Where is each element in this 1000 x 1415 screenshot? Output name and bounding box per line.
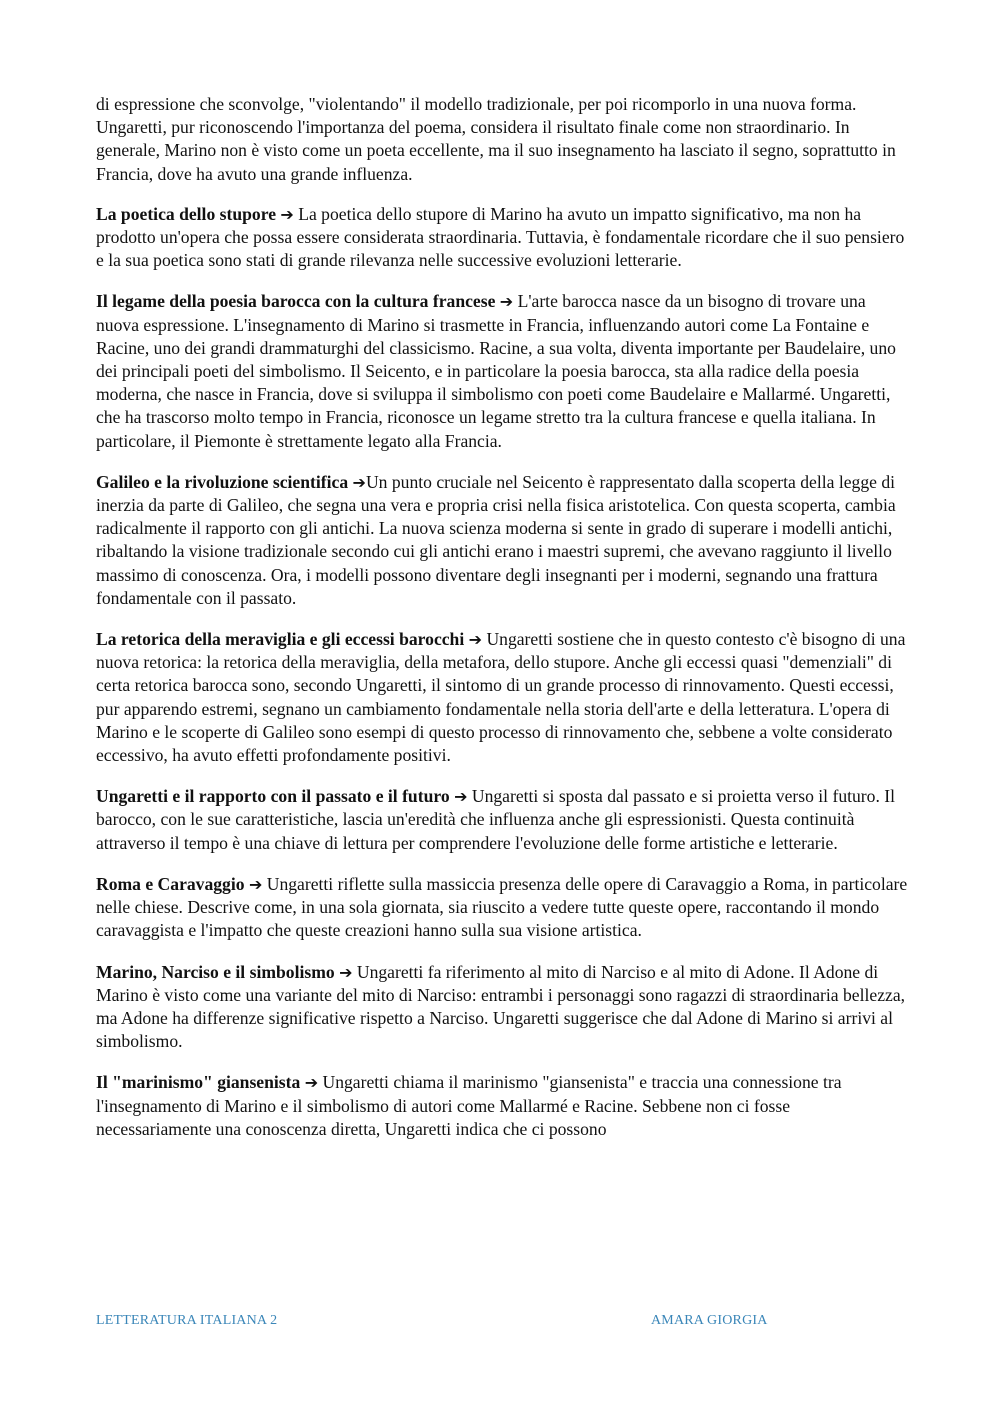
section-text: Ungaretti chiama il marinismo "giansenista" e traccia una connessione tra l'insegnamento di Marino e il simbolismo di autori come Mallarmé e Racine. Sebbene non ci fosse necessariamente una conoscenza diretta, Ungaretti indica che ci possono: [96, 1072, 842, 1139]
section-heading: Galileo e la rivoluzione scientifica: [96, 471, 349, 492]
arrow-icon: ➔: [352, 472, 366, 492]
section-text: Ungaretti si sposta dal passato e si proietta verso il futuro. Il barocco, con le sue caratteristiche, lascia un'eredità che influenza anche gli espressionisti. Questa continuità attraverso il tempo è una chiave di lettura per comprendere l'evoluzione delle forme artistiche e letterarie.: [96, 786, 896, 853]
section-heading: Ungaretti e il rapporto con il passato e il futuro: [96, 786, 450, 807]
footer-course-title: LETTERATURA ITALIANA 2: [96, 1313, 278, 1328]
section-heading: La retorica della meraviglia e gli eccessi barocchi: [96, 629, 465, 650]
section-heading: Roma e Caravaggio: [96, 873, 245, 894]
arrow-icon: ➔: [468, 630, 483, 650]
arrow-icon: ➔: [248, 874, 263, 894]
section-paragraph: [96, 785, 908, 855]
section-text: Ungaretti sostiene che in questo contesto c'è bisogno di una nuova retorica: la retorica della meraviglia, della metafora, dello stupore. Anche gli eccessi quasi "demenziali" di certa retorica barocca sono, secondo Ungaretti, il sintomo di un grande processo di rinnovamento. Questi eccessi, pur apparendo estremi, segnano un cambiamento fondamentale nella storia dell'arte e della letteratura. L'opera di Marino e le scoperte di Galileo sono esempi di questo processo di rinnovamento che, sebbene a volte considerato eccessivo, ha avuto effetti profondamente positivi.: [96, 629, 906, 766]
footer-author-name: AMARA GIORGIA: [651, 1313, 768, 1328]
arrow-icon: ➔: [454, 787, 468, 807]
section-paragraph: [96, 290, 908, 452]
section-paragraph: [96, 628, 908, 767]
section-paragraph: [96, 203, 908, 273]
section-text: L'arte barocca nasce da un bisogno di trovare una nuova espressione. L'insegnamento di Marino si trasmette in Francia, influenzando autori come La Fontaine e Racine, uno dei grandi drammaturghi del classicismo. Racine, a sua volta, diventa importante per Baudelaire, uno dei principali poeti del simbolismo. Il Seicento, e in particolare la poesia barocca, sta alla radice della poesia moderna, che nasce in Francia, dove si sviluppa il simbolismo con poeti come Baudelaire e Mallarmé. Ungaretti, che ha trascorso molto tempo in Francia, riconosce un legame stretto tra la cultura francese e quella italiana. In particolare, il Piemonte è strettamente legato alla Francia.: [96, 291, 896, 451]
section-text: La poetica dello stupore di Marino ha avuto un impatto significativo, ma non ha prodotto un'opera che possa essere considerata straordinaria. Tuttavia, è fondamentale ricordare che il suo pensiero e la sua poetica sono stati di grande rilevanza nelle successive evoluzioni letterarie.: [96, 203, 905, 271]
section-paragraph: [96, 873, 908, 943]
section-heading: Marino, Narciso e il simbolismo: [96, 961, 335, 982]
section-text: Ungaretti riflette sulla massiccia presenza delle opere di Caravaggio a Roma, in particolare nelle chiese. Descrive come, in una sola giornata, sia riuscito a vedere tutte queste opere, raccontando il mondo caravaggista e l'impatto che queste creazioni hanno sulla sua visione artistica.: [96, 873, 908, 941]
arrow-icon: ➔: [280, 204, 294, 224]
arrow-icon: ➔: [499, 292, 514, 312]
section-heading: Il legame della poesia barocca con la cultura francese: [96, 291, 496, 312]
intro-paragraph: di espressione che sconvolge, "violentando" il modello tradizionale, per poi ricomporlo in una nuova forma. Ungaretti, pur riconoscendo l'importanza del poema, considera il risultato finale come non straordinario. In generale, Marino non è visto come un poeta eccellente, ma il suo insegnamento ha lasciato il segno, soprattutto in Francia, dove ha avuto una grande influenza.: [96, 94, 896, 184]
section-paragraph: [96, 1071, 908, 1141]
section-heading: La poetica dello stupore: [96, 203, 277, 224]
arrow-icon: ➔: [304, 1073, 319, 1093]
section-paragraph: [96, 471, 908, 610]
section-text: Un punto cruciale nel Seicento è rappresentato dalla scoperta della legge di inerzia da parte di Galileo, che segna una vera e propria crisi nella fisica aristotelica. Con questa scoperta, cambia radicalmente il rapporto con gli antichi. La nuova scienza moderna si sente in grado di superare i modelli antichi, ribaltando la visione tradizionale secondo cui gli antichi erano i maestri supremi, che avevano raggiunto il livello massimo di conoscenza. Ora, i modelli possono diventare degli insegnanti per i moderni, segnando una frattura fondamentale con il passato.: [96, 471, 896, 608]
section-text: Ungaretti fa riferimento al mito di Narciso e al mito di Adone. Il Adone di Marino è visto come una variante del mito di Narciso: entrambi i personaggi sono ragazzi di straordinaria bellezza, ma Adone ha differenze significative rispetto a Narciso. Ungaretti suggerisce che dal Adone di Marino si arrivi al simbolismo.: [96, 961, 906, 1052]
section-heading: Il "marinismo" giansenista: [96, 1072, 301, 1093]
section-paragraph: [96, 961, 908, 1054]
document-body: [96, 93, 908, 1159]
arrow-icon: ➔: [339, 962, 353, 982]
